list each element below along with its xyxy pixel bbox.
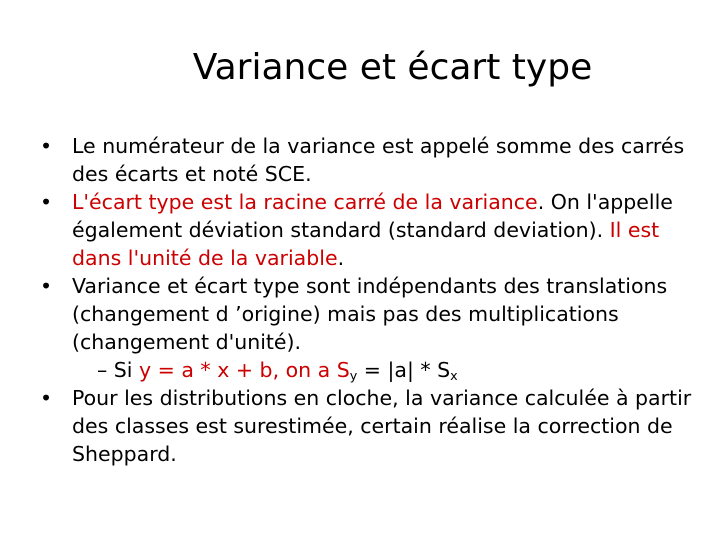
sub-bullet-item bbox=[36, 356, 704, 384]
bullet-text: Pour les distributions en cloche, la variance calculée à partir des classes est surestimée, certain réalise la correction de Sheppard. bbox=[72, 386, 692, 466]
bullet-marker: • bbox=[40, 274, 53, 298]
bullet-list bbox=[36, 132, 704, 468]
bullet-item-1 bbox=[36, 132, 704, 188]
bullet-text: Le numérateur de la variance est appelé somme des carrés des écarts et noté SCE. bbox=[72, 134, 685, 186]
bullet-marker: • bbox=[40, 386, 53, 410]
formula-subscript: y bbox=[349, 368, 358, 384]
bullet-item-2 bbox=[36, 188, 704, 272]
bullet-text: . On l'appelle également déviation standard (standard deviation). bbox=[72, 190, 673, 242]
highlighted-text: Il est dans l'unité de la variable bbox=[72, 218, 660, 270]
formula-symbol: S bbox=[437, 358, 451, 382]
bullet-marker: • bbox=[40, 190, 53, 214]
formula-text: y = a * x + b bbox=[139, 358, 273, 382]
formula-text: = |a| * bbox=[357, 358, 438, 382]
bullet-text: Variance et écart type sont indépendants des translations (changement d ’origine) mais pas des multiplications (changement d'unité). bbox=[72, 274, 668, 354]
bullet-text: . bbox=[337, 246, 345, 270]
sub-bullet-text: Si bbox=[113, 358, 140, 382]
highlighted-text: L'écart type est la racine carré de la variance bbox=[72, 190, 538, 214]
bullet-marker: • bbox=[40, 134, 53, 158]
bullet-item-4 bbox=[36, 384, 704, 468]
formula-symbol: S bbox=[336, 358, 350, 382]
sub-bullet-marker: – bbox=[97, 358, 108, 382]
slide-title: Variance et écart type bbox=[192, 47, 593, 88]
sub-bullet-text: , on a bbox=[272, 358, 337, 382]
formula-subscript: x bbox=[450, 368, 458, 384]
bullet-item-3 bbox=[36, 272, 704, 356]
